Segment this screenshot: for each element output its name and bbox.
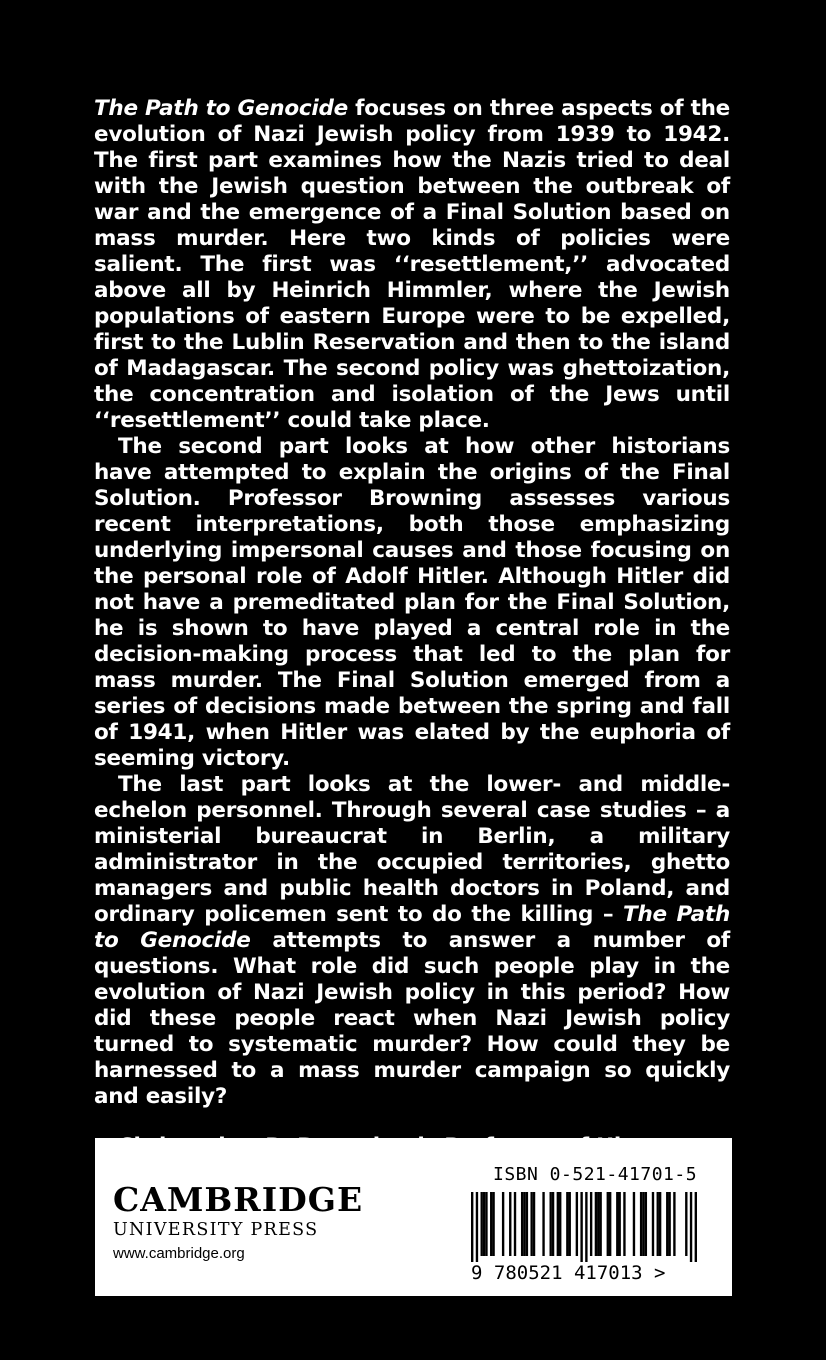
- blurb-text: The last part looks at the lower- and middle-echelon personnel. Through several case studies – a ministerial bureaucrat in Berlin, a military administrator in the occupied territories, ghetto managers and public health doctors in Poland, and ordinary policemen sent to do the killing –: [94, 772, 730, 927]
- blurb-text: focuses on three aspects of the evolution of Nazi Jewish policy from 1939 to 1942. The first part examines how the Nazis tried to deal with the Jewish question between the outbreak of war and the emergence of a Final Solution based on mass murder. Here two kinds of policies were salient. The first was ‘‘resettlement,’’ advocated above all by Heinrich Himmler, where the Jewish populations of eastern Europe were to be expelled, first to the Lublin Reservation and then to the island of Madagascar. The second policy was ghettoization, the concentration and isolation of the Jews until ‘‘resettlement’’ could take place.: [94, 96, 731, 433]
- barcode-bar: [550, 1192, 552, 1256]
- barcode-bar: [481, 1192, 483, 1256]
- publisher-logo: [113, 1182, 363, 1266]
- back-cover-blurb: [94, 96, 730, 1186]
- barcode-bar: [618, 1192, 620, 1256]
- barcode-bar: [652, 1192, 654, 1256]
- barcode-bar: [690, 1192, 692, 1262]
- barcode-bar: [668, 1192, 670, 1256]
- barcode-bar: [576, 1192, 578, 1256]
- barcode-bar: [552, 1192, 554, 1256]
- barcode-bar: [521, 1192, 523, 1256]
- barcode-bar: [609, 1192, 611, 1256]
- barcode-bar: [673, 1192, 675, 1256]
- barcode-bar: [566, 1192, 568, 1256]
- isbn-label: ISBN 0-521-41701-5: [493, 1164, 698, 1185]
- barcode-bar: [640, 1192, 642, 1256]
- barcode-bar: [580, 1192, 582, 1262]
- publisher-imprint-box: [95, 1138, 732, 1296]
- barcode-bar: [490, 1192, 492, 1256]
- barcode-bar: [502, 1192, 504, 1256]
- barcode-bar: [685, 1192, 687, 1256]
- barcode-bar: [559, 1192, 561, 1256]
- barcode-bar: [530, 1192, 532, 1256]
- barcode-bar: [585, 1192, 587, 1262]
- book-title-italic: The Path to Genocide: [94, 96, 348, 121]
- barcode-bar: [483, 1192, 485, 1256]
- barcode-bar: [645, 1192, 647, 1256]
- barcode: [471, 1192, 697, 1262]
- barcode-bar: [509, 1192, 511, 1256]
- barcode-bar: [523, 1192, 525, 1256]
- barcode-bar: [666, 1192, 668, 1256]
- barcode-bar: [557, 1192, 559, 1256]
- book-title-italic: The Path to Genocide: [94, 902, 730, 953]
- barcode-bar: [476, 1192, 478, 1262]
- barcode-bar: [659, 1192, 661, 1256]
- barcode-bar: [595, 1192, 597, 1256]
- publisher-url: www.cambridge.org: [113, 1245, 245, 1262]
- barcode-bar: [657, 1192, 659, 1256]
- barcode-bar: [607, 1192, 609, 1256]
- blurb-paragraph-3: [94, 772, 730, 1110]
- barcode-bar: [542, 1192, 544, 1256]
- barcode-bar: [633, 1192, 635, 1256]
- blurb-paragraph-1: [94, 96, 730, 434]
- barcode-bar: [526, 1192, 528, 1256]
- publisher-subtitle: UNIVERSITY PRESS: [113, 1220, 319, 1240]
- barcode-bar: [597, 1192, 599, 1256]
- barcode-bar: [695, 1192, 697, 1262]
- barcode-bar: [642, 1192, 644, 1256]
- barcode-bar: [471, 1192, 473, 1262]
- blurb-paragraph-2: The second part looks at how other historians have attempted to explain the origins of the Final Solution. Professor Browning assesses various recent interpretations, both those emphasizing underlying impersonal causes and those focusing on the personal role of Adolf Hitler. Although Hitler did not have a premeditated plan for the Final Solution, he is shown to have played a central role in the decision-making process that led to the plan for mass murder. The Final Solution emerged from a series of decisions made between the spring and fall of 1941, when Hitler was elated by the euphoria of seeming victory.: [94, 434, 730, 771]
- barcode-bar: [569, 1192, 571, 1256]
- barcode-bar: [485, 1192, 487, 1256]
- barcode-bar: [590, 1192, 592, 1256]
- publisher-name: CAMBRIDGE: [113, 1180, 364, 1219]
- barcode-bar: [623, 1192, 625, 1256]
- barcode-bar: [616, 1192, 618, 1256]
- blurb-text: attempts to answer a number of questions. What role did such people play in the evolution of Nazi Jewish policy in this period? How did these people react when Nazi Jewish policy turned to systematic murder? How could they be harnessed to a mass murder campaign so quickly and easily?: [94, 928, 730, 1109]
- barcode-bar: [533, 1192, 535, 1256]
- barcode-bar: [599, 1192, 601, 1256]
- barcode-digits: 9 780521 417013 >: [471, 1262, 666, 1284]
- barcode-bar: [514, 1192, 516, 1256]
- barcode-bar: [492, 1192, 494, 1256]
